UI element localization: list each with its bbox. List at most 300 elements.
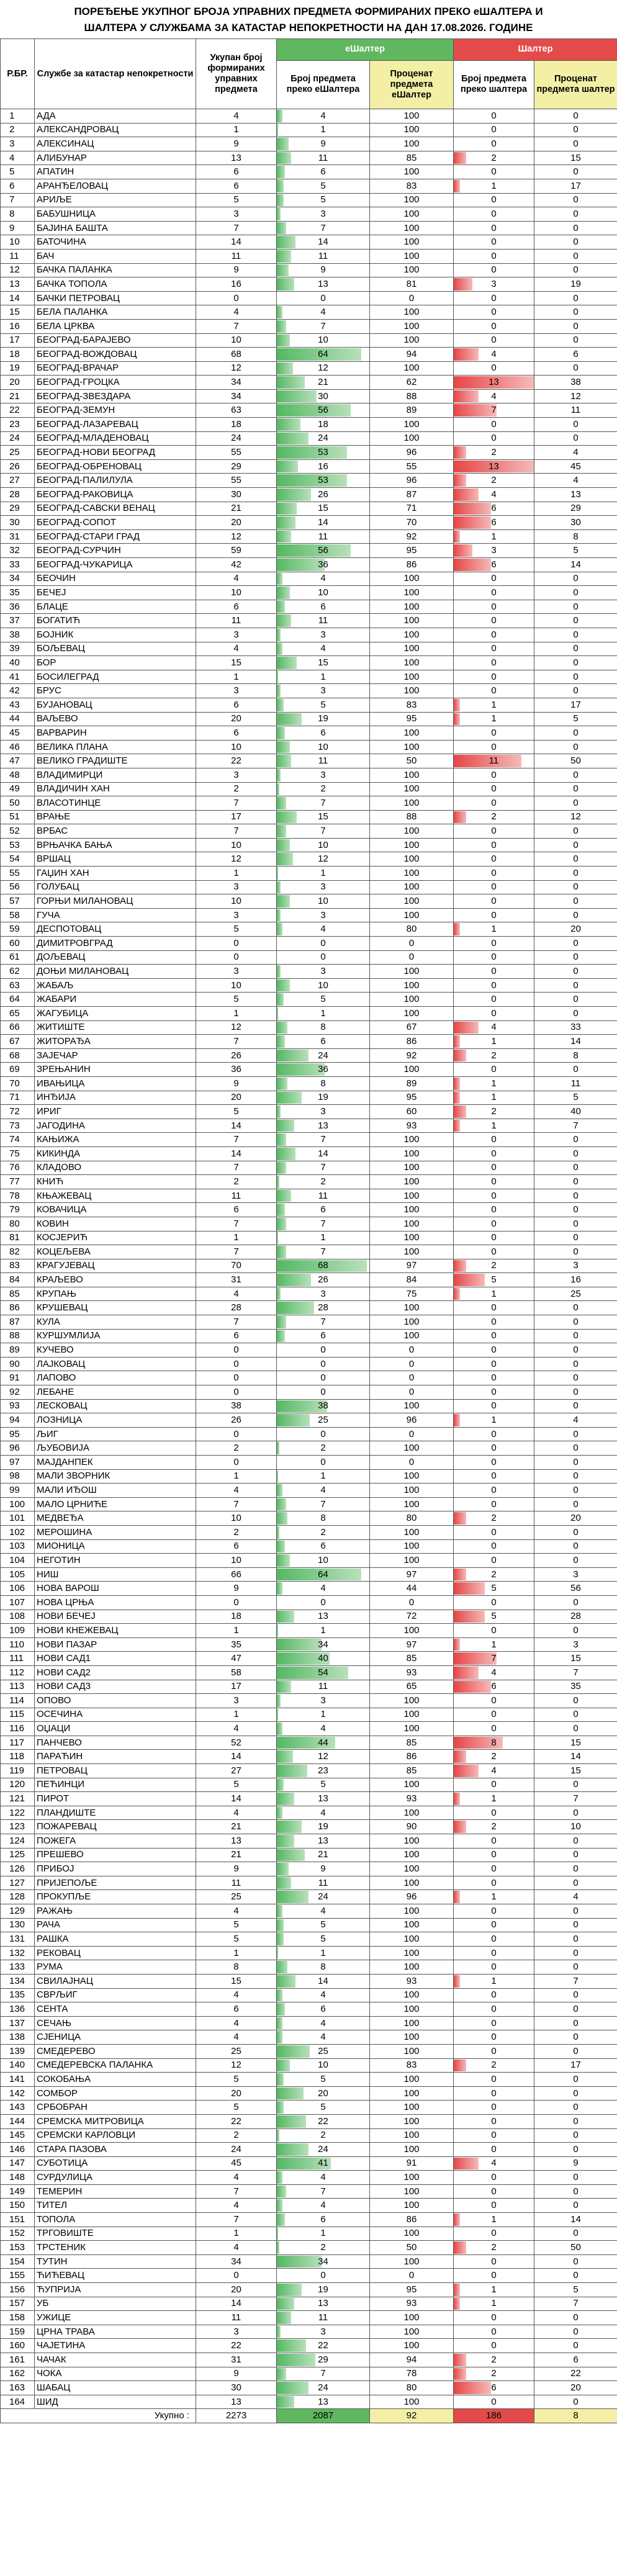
cell-ukupno: 11 (196, 614, 277, 628)
cell-value: 0 (491, 1470, 497, 1482)
eshalter-data-bar (277, 166, 285, 178)
table-row (1, 810, 617, 824)
cell-name: УЖИЦЕ (35, 2311, 196, 2325)
cell-broj_e (277, 1946, 370, 1960)
cell-name: ЛАПОВО (35, 1371, 196, 1385)
cell-broj_e (277, 1624, 370, 1638)
eshalter-data-bar (277, 1807, 282, 1819)
table-row (1, 446, 617, 460)
shalter-data-bar (454, 1639, 460, 1651)
cell-name: РАЖАЊ (35, 1904, 196, 1919)
shalter-data-bar (454, 2382, 491, 2394)
cell-ukupno: 24 (196, 431, 277, 446)
cell-pct_e: 100 (370, 2199, 454, 2213)
cell-pct_s: 0 (534, 1806, 617, 1820)
cell-pct_e: 100 (370, 2114, 454, 2128)
cell-pct_e: 100 (370, 1441, 454, 1456)
cell-value: 5 (320, 1933, 326, 1944)
cell-ukupno: 68 (196, 348, 277, 362)
cell-rb: 140 (1, 2058, 35, 2073)
cell-broj_s (454, 1133, 534, 1147)
cell-value: 0 (491, 783, 497, 795)
cell-broj_e (277, 221, 370, 235)
shalter-data-bar (454, 1288, 460, 1300)
cell-ukupno: 12 (196, 852, 277, 867)
cell-rb: 113 (1, 1680, 35, 1694)
cell-pct_e: 85 (370, 151, 454, 165)
cell-broj_s (454, 263, 534, 277)
table-row (1, 1834, 617, 1849)
table-row (1, 1806, 617, 1820)
cell-ukupno: 6 (196, 165, 277, 179)
cell-broj_e (277, 1287, 370, 1301)
cell-pct_s: 0 (534, 1189, 617, 1203)
cell-rb: 66 (1, 1020, 35, 1035)
cell-value: 1 (320, 1470, 326, 1482)
cell-broj_s (454, 1750, 534, 1764)
cell-rb: 6 (1, 179, 35, 193)
cell-ukupno: 2 (196, 1175, 277, 1189)
cell-rb: 27 (1, 474, 35, 488)
cell-pct_e: 100 (370, 2311, 454, 2325)
cell-broj_s (454, 1035, 534, 1049)
cell-broj_s (454, 1217, 534, 1231)
table-row (1, 740, 617, 754)
cell-name: ЋУПРИЈА (35, 2283, 196, 2297)
cell-value: 0 (491, 1877, 497, 1888)
eshalter-data-bar (277, 335, 290, 347)
cell-pct_e: 100 (370, 1175, 454, 1189)
cell-value: 0 (491, 2087, 497, 2099)
cell-name: КАЊИЖА (35, 1133, 196, 1147)
cell-pct_s: 0 (534, 1161, 617, 1175)
cell-name: БЕОГРАД-ОБРЕНОВАЦ (35, 459, 196, 474)
cell-ukupno: 3 (196, 207, 277, 222)
table-row (1, 1287, 617, 1301)
cell-pct_e: 93 (370, 1974, 454, 1988)
cell-broj_s (454, 1427, 534, 1441)
cell-broj_e (277, 1217, 370, 1231)
cell-ukupno: 7 (196, 796, 277, 811)
cell-broj_s (454, 1511, 534, 1526)
cell-name: МИОНИЦА (35, 1539, 196, 1554)
cell-rb: 155 (1, 2269, 35, 2283)
shalter-data-bar (454, 1975, 460, 1988)
cell-pct_e: 100 (370, 1484, 454, 1498)
table-row (1, 1371, 617, 1385)
table-row (1, 2353, 617, 2367)
cell-rb: 50 (1, 796, 35, 811)
cell-ukupno: 18 (196, 1610, 277, 1624)
cell-broj_s (454, 1610, 534, 1624)
cell-name: ЗРЕЊАНИН (35, 1063, 196, 1077)
eshalter-data-bar (277, 1582, 282, 1595)
cell-pct_s: 0 (534, 305, 617, 320)
cell-name: БЕОГРАД-ПАЛИЛУЛА (35, 474, 196, 488)
eshalter-data-bar (277, 1106, 281, 1118)
cell-ukupno: 7 (196, 1315, 277, 1330)
cell-rb: 38 (1, 628, 35, 642)
cell-name: НОВИ САД3 (35, 1680, 196, 1694)
cell-value: 38 (318, 1400, 328, 1412)
cell-broj_e (277, 1708, 370, 1722)
cell-broj_e (277, 249, 370, 263)
cell-broj_e (277, 2297, 370, 2311)
cell-value: 0 (320, 937, 326, 948)
cell-broj_e (277, 1722, 370, 1736)
cell-value: 6 (320, 1541, 326, 1552)
shalter-data-bar (454, 923, 460, 935)
cell-value: 11 (318, 755, 328, 767)
eshalter-data-bar (277, 853, 293, 865)
table-row (1, 1820, 617, 1834)
shalter-data-bar (454, 1765, 479, 1777)
cell-rb: 92 (1, 1385, 35, 1400)
cell-rb: 18 (1, 348, 35, 362)
cell-name: ВАРВАРИН (35, 726, 196, 741)
cell-rb: 93 (1, 1399, 35, 1413)
eshalter-data-bar (277, 306, 282, 318)
cell-name: СВИЛАЈНАЦ (35, 1974, 196, 1988)
cell-name: БАТОЧИНА (35, 235, 196, 250)
cell-name: НОВИ САД2 (35, 1665, 196, 1680)
cell-rb: 132 (1, 1946, 35, 1960)
cell-ukupno: 4 (196, 1904, 277, 1919)
cell-rb: 128 (1, 1890, 35, 1904)
cell-pct_e: 100 (370, 2128, 454, 2143)
cell-ukupno: 0 (196, 1357, 277, 1371)
cell-rb: 8 (1, 207, 35, 222)
cell-broj_s (454, 1932, 534, 1947)
cell-name: БЕОГРАД-СОПОТ (35, 516, 196, 530)
eshalter-data-bar (277, 110, 282, 122)
cell-pct_s: 16 (534, 1273, 617, 1287)
table-row (1, 754, 617, 768)
eshalter-data-bar (277, 2354, 315, 2366)
table-row (1, 2339, 617, 2353)
cell-value: 0 (491, 839, 497, 850)
cell-name: ТЕМЕРИН (35, 2184, 196, 2199)
cell-pct_s: 7 (534, 1665, 617, 1680)
header-group-shalter: Шалтер (454, 39, 617, 61)
cell-rb: 35 (1, 586, 35, 600)
cell-rb: 94 (1, 1413, 35, 1428)
cell-value: 4 (491, 489, 497, 500)
table-row (1, 2128, 617, 2143)
cell-broj_e (277, 502, 370, 516)
cell-pct_s: 0 (534, 123, 617, 137)
cell-rb: 107 (1, 1595, 35, 1610)
cell-pct_s: 0 (534, 993, 617, 1007)
cell-pct_e: 100 (370, 838, 454, 852)
shalter-data-bar (454, 1793, 460, 1805)
cell-broj_s (454, 502, 534, 516)
eshalter-data-bar (277, 797, 286, 809)
cell-broj_e (277, 544, 370, 558)
cell-broj_s (454, 2283, 534, 2297)
cell-name: БЕОГРАД-ВОЖДОВАЦ (35, 348, 196, 362)
cell-rb: 22 (1, 403, 35, 418)
cell-value: 8 (320, 1022, 326, 1033)
cell-pct_s: 0 (534, 418, 617, 432)
cell-rb: 100 (1, 1497, 35, 1511)
cell-broj_e (277, 656, 370, 670)
cell-value: 21 (318, 377, 328, 388)
eshalter-data-bar (277, 2003, 285, 2015)
cell-rb: 7 (1, 193, 35, 207)
cell-value: 7 (320, 1134, 326, 1145)
cell-broj_s (454, 2073, 534, 2087)
cell-pct_e: 0 (370, 950, 454, 965)
cell-name: СРЕМСКА МИТРОВИЦА (35, 2114, 196, 2128)
cell-rb: 120 (1, 1778, 35, 1792)
cell-pct_e: 96 (370, 474, 454, 488)
cell-rb: 122 (1, 1806, 35, 1820)
cell-broj_e (277, 768, 370, 782)
eshalter-data-bar (277, 1989, 282, 2002)
cell-value: 12 (318, 853, 328, 865)
cell-rb: 25 (1, 446, 35, 460)
eshalter-data-bar (277, 152, 291, 164)
cell-broj_e (277, 642, 370, 656)
cell-value: 4 (320, 2017, 326, 2029)
eshalter-data-bar (277, 1821, 302, 1833)
cell-pct_s: 20 (534, 2381, 617, 2395)
eshalter-data-bar (277, 1484, 282, 1497)
cell-broj_e (277, 754, 370, 768)
table-row (1, 1035, 617, 1049)
cell-rb: 77 (1, 1175, 35, 1189)
table-row (1, 937, 617, 951)
cell-ukupno: 4 (196, 2030, 277, 2045)
cell-value: 1 (320, 2228, 326, 2239)
cell-rb: 47 (1, 754, 35, 768)
cell-broj_e (277, 2269, 370, 2283)
table-row (1, 1890, 617, 1904)
cell-value: 10 (318, 335, 328, 346)
cell-ukupno: 45 (196, 2156, 277, 2171)
cell-value: 0 (491, 1849, 497, 1860)
shalter-data-bar (454, 2060, 466, 2072)
cell-name: ЉУБОВИЈА (35, 1441, 196, 1456)
cell-broj_s (454, 488, 534, 502)
cell-broj_e (277, 614, 370, 628)
cell-ukupno: 10 (196, 586, 277, 600)
shalter-data-bar (454, 474, 466, 487)
cell-name: ЖАГУБИЦА (35, 1007, 196, 1021)
cell-ukupno: 10 (196, 1554, 277, 1568)
cell-value: 13 (489, 461, 499, 472)
cell-name: ГУЧА (35, 908, 196, 922)
cell-pct_e: 100 (370, 796, 454, 811)
table-row (1, 348, 617, 362)
cell-pct_e: 85 (370, 1736, 454, 1750)
cell-pct_s: 11 (534, 403, 617, 418)
cell-pct_s: 0 (534, 2339, 617, 2353)
table-row (1, 1329, 617, 1343)
cell-pct_e: 97 (370, 1637, 454, 1652)
cell-rb: 89 (1, 1343, 35, 1358)
cell-pct_s: 0 (534, 1876, 617, 1890)
cell-rb: 96 (1, 1441, 35, 1456)
cell-broj_s (454, 389, 534, 403)
cell-value: 8 (320, 1961, 326, 1973)
cell-value: 2 (320, 1176, 326, 1187)
shalter-data-bar (454, 152, 466, 164)
cell-pct_s: 0 (534, 2254, 617, 2269)
cell-value: 3 (320, 2326, 326, 2337)
eshalter-data-bar (277, 2186, 286, 2198)
cell-pct_e: 97 (370, 1259, 454, 1273)
eshalter-data-bar (277, 1905, 282, 1917)
cell-name: КЊАЖЕВАЦ (35, 1189, 196, 1203)
eshalter-data-bar (277, 2087, 304, 2100)
cell-broj_s (454, 880, 534, 894)
cell-ukupno: 7 (196, 1161, 277, 1175)
cell-broj_e (277, 193, 370, 207)
cell-value: 0 (491, 853, 497, 865)
cell-broj_s (454, 179, 534, 193)
table-row (1, 1932, 617, 1947)
cell-name: ГОРЊИ МИЛАНОВАЦ (35, 894, 196, 909)
shalter-data-bar (454, 489, 479, 501)
cell-value: 6 (320, 166, 326, 178)
cell-rb: 124 (1, 1834, 35, 1849)
cell-pct_s: 0 (534, 670, 617, 684)
cell-rb: 142 (1, 2086, 35, 2101)
table-row (1, 572, 617, 586)
cell-name: ТРСТЕНИК (35, 2241, 196, 2255)
cell-pct_e: 50 (370, 754, 454, 768)
cell-rb: 85 (1, 1287, 35, 1301)
cell-name: БЕОГРАД-ЛАЗАРЕВАЦ (35, 418, 196, 432)
eshalter-data-bar (277, 433, 308, 445)
cell-broj_s (454, 922, 534, 937)
cell-pct_s: 6 (534, 348, 617, 362)
cell-value: 1 (491, 1288, 497, 1299)
cell-rb: 139 (1, 2044, 35, 2058)
cell-broj_s (454, 1595, 534, 1610)
cell-broj_s (454, 1554, 534, 1568)
cell-pct_s: 12 (534, 389, 617, 403)
cell-value: 13 (318, 1120, 328, 1131)
cell-pct_e: 100 (370, 1063, 454, 1077)
cell-value: 0 (491, 937, 497, 948)
eshalter-data-bar (277, 2060, 290, 2072)
cell-broj_e (277, 165, 370, 179)
eshalter-data-bar (277, 1302, 314, 1314)
cell-rb: 121 (1, 1792, 35, 1806)
cell-value: 0 (320, 1372, 326, 1384)
cell-name: БРУС (35, 684, 196, 698)
cell-broj_s (454, 1245, 534, 1259)
cell-value: 0 (491, 307, 497, 318)
cell-pct_e: 100 (370, 418, 454, 432)
cell-ukupno: 29 (196, 459, 277, 474)
table-row (1, 965, 617, 979)
cell-value: 0 (491, 2032, 497, 2043)
cell-broj_s (454, 740, 534, 754)
cell-pct_s: 7 (534, 2297, 617, 2311)
cell-pct_s: 0 (534, 1399, 617, 1413)
table-row (1, 1469, 617, 1484)
cell-broj_s (454, 1567, 534, 1582)
cell-broj_e (277, 2254, 370, 2269)
cell-broj_e (277, 1105, 370, 1119)
table-row (1, 2269, 617, 2283)
cell-ukupno: 4 (196, 572, 277, 586)
shalter-data-bar (454, 2213, 460, 2226)
cell-name: КУЧЕВО (35, 1343, 196, 1358)
cell-name: БАЧКА ПАЛАНКА (35, 263, 196, 277)
table-row (1, 1764, 617, 1778)
cell-ukupno: 6 (196, 1203, 277, 1217)
cell-ukupno: 0 (196, 291, 277, 305)
cell-value: 1 (491, 699, 497, 710)
cell-name: ВРШАЦ (35, 852, 196, 867)
cell-name: АРИЉЕ (35, 193, 196, 207)
cell-pct_s: 0 (534, 782, 617, 796)
cell-value: 0 (491, 1779, 497, 1790)
cell-pct_s: 0 (534, 978, 617, 993)
report-table (0, 38, 617, 2423)
cell-value: 1 (491, 1078, 497, 1089)
shalter-data-bar (454, 1414, 460, 1426)
eshalter-data-bar (277, 1695, 281, 1707)
cell-pct_e: 100 (370, 1161, 454, 1175)
cell-name: ЖАБАРИ (35, 993, 196, 1007)
cell-value: 44 (318, 1737, 328, 1748)
cell-name: СУБОТИЦА (35, 2156, 196, 2171)
cell-value: 5 (491, 1583, 497, 1594)
cell-rb: 13 (1, 277, 35, 292)
cell-ukupno: 1 (196, 1624, 277, 1638)
table-row (1, 2199, 617, 2213)
cell-broj_e (277, 1988, 370, 2002)
cell-broj_s (454, 1708, 534, 1722)
cell-pct_s: 14 (534, 1750, 617, 1764)
cell-value: 6 (320, 1204, 326, 1215)
cell-name: ПЛАНДИШТЕ (35, 1806, 196, 1820)
cell-broj_s (454, 109, 534, 124)
cell-rb: 40 (1, 656, 35, 670)
cell-value: 5 (320, 994, 326, 1005)
eshalter-data-bar (277, 2101, 284, 2114)
cell-broj_e (277, 670, 370, 684)
cell-pct_s: 0 (534, 656, 617, 670)
cell-pct_s: 13 (534, 488, 617, 502)
cell-pct_e: 0 (370, 291, 454, 305)
eshalter-data-bar (277, 376, 305, 389)
cell-broj_e (277, 1665, 370, 1680)
cell-pct_e: 100 (370, 221, 454, 235)
table-row (1, 1245, 617, 1259)
cell-value: 0 (491, 2270, 497, 2281)
cell-rb: 59 (1, 922, 35, 937)
eshalter-data-bar (277, 2213, 285, 2226)
cell-ukupno: 5 (196, 2101, 277, 2115)
cell-value: 0 (491, 1456, 497, 1467)
cell-value: 5 (320, 194, 326, 205)
cell-rb: 79 (1, 1203, 35, 1217)
cell-broj_e (277, 1146, 370, 1161)
cell-value: 13 (318, 2396, 328, 2407)
cell-name: ВЛАСОТИНЦЕ (35, 796, 196, 811)
cell-broj_s (454, 2254, 534, 2269)
cell-value: 0 (491, 1863, 497, 1875)
cell-value: 15 (318, 503, 328, 514)
cell-rb: 45 (1, 726, 35, 741)
